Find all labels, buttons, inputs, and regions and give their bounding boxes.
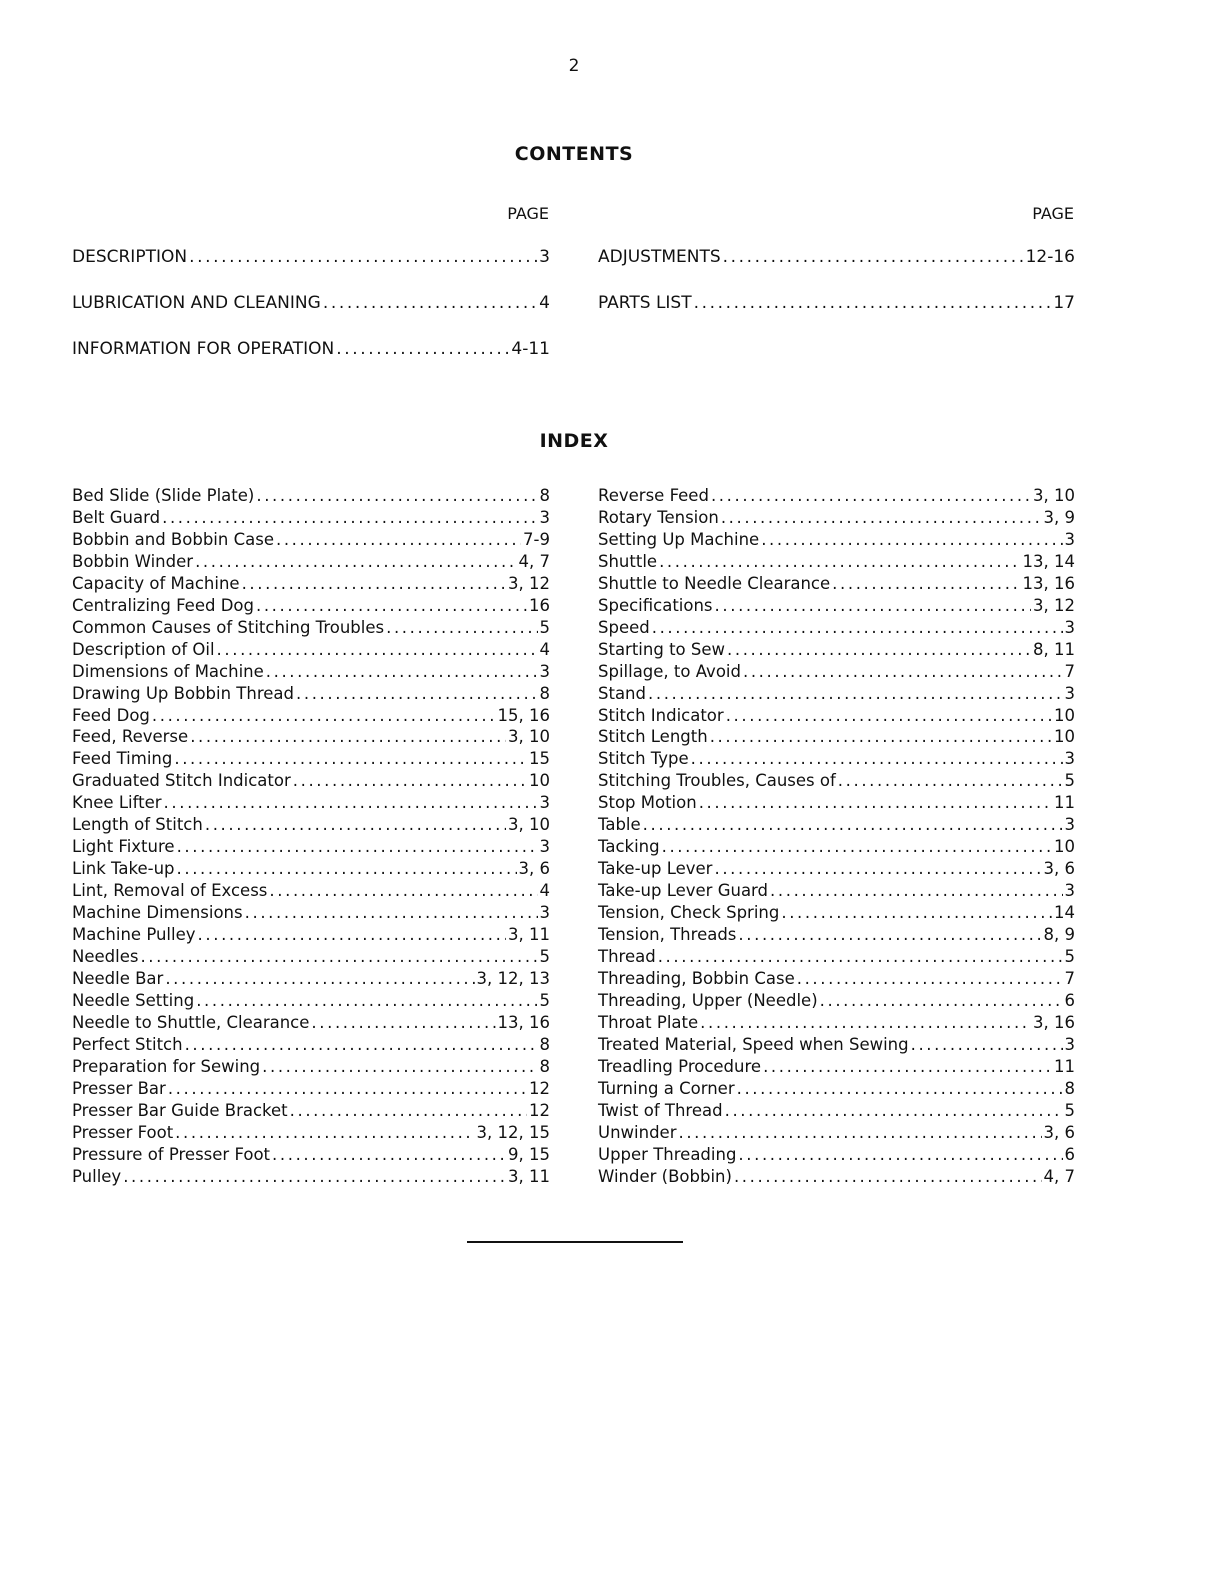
entry-page-number: 13, 16: [1022, 573, 1075, 593]
entry-label: Centralizing Feed Dog: [72, 595, 254, 615]
dot-leader: [262, 1057, 537, 1076]
contents-list-left: [72, 247, 550, 385]
entry-label: Shuttle: [598, 551, 658, 571]
entry-label: Stitching Troubles, Causes of: [598, 771, 836, 791]
entry-page-number: 3, 11: [508, 1166, 550, 1186]
dot-leader: [832, 574, 1020, 593]
index-entry: [72, 1123, 550, 1145]
dot-leader: [797, 969, 1063, 988]
entry-label: Winder (Bobbin): [598, 1166, 732, 1186]
entry-label: Specifications: [598, 595, 713, 615]
entry-page-number: 5: [539, 947, 550, 967]
index-entry: [72, 1057, 550, 1079]
index-entry: [72, 684, 550, 706]
contents-entry: [598, 247, 1075, 293]
entry-page-number: 3: [1064, 1034, 1075, 1054]
entry-label: Speed: [598, 617, 650, 637]
entry-page-number: 13, 14: [1022, 551, 1075, 571]
index-entry: [72, 508, 550, 530]
entry-label: Light Fixture: [72, 837, 175, 857]
entry-page-number: 5: [539, 617, 550, 637]
entry-page-number: 4, 7: [518, 551, 550, 571]
entry-label: Knee Lifter: [72, 793, 162, 813]
index-entry: [598, 486, 1075, 508]
dot-leader: [177, 837, 538, 856]
entry-page-number: 3: [1064, 529, 1075, 549]
dot-leader: [164, 793, 538, 812]
entry-label: Needles: [72, 947, 139, 967]
index-entry: [598, 596, 1075, 618]
index-entry: [72, 991, 550, 1013]
entry-page-number: 3, 6: [518, 859, 550, 879]
entry-page-number: 8: [539, 683, 550, 703]
index-entry: [598, 815, 1075, 837]
entry-page-number: 3, 12, 15: [476, 1122, 550, 1142]
dot-leader: [189, 247, 537, 267]
entry-label: Presser Bar: [72, 1078, 166, 1098]
index-entry: [598, 969, 1075, 991]
entry-label: Feed Dog: [72, 705, 150, 725]
entry-page-number: 13, 16: [497, 1012, 550, 1032]
contents-entry: [72, 293, 550, 339]
entry-label: Tension, Threads: [598, 925, 737, 945]
entry-page-number: 15, 16: [497, 705, 550, 725]
entry-page-number: 3, 10: [508, 727, 550, 747]
dot-leader: [678, 1123, 1041, 1142]
dot-leader: [123, 1167, 506, 1186]
dot-leader: [336, 339, 509, 359]
entry-label: Bobbin Winder: [72, 551, 194, 571]
index-entry: [72, 1035, 550, 1057]
index-entry: [72, 749, 550, 771]
index-entry: [72, 947, 550, 969]
entry-page-number: 3: [539, 903, 550, 923]
entry-page-number: 12: [529, 1078, 550, 1098]
dot-leader: [140, 947, 537, 966]
dot-leader: [256, 486, 537, 505]
dot-leader: [652, 618, 1063, 637]
index-entry: [598, 530, 1075, 552]
entry-page-number: 6: [1064, 990, 1075, 1010]
entry-page-number: 3, 16: [1033, 1012, 1075, 1032]
entry-label: Common Causes of Stitching Troubles: [72, 617, 385, 637]
entry-page-number: 4: [539, 881, 550, 901]
entry-label: Table: [598, 815, 641, 835]
entry-label: Treadling Procedure: [598, 1056, 762, 1076]
index-entry: [598, 991, 1075, 1013]
dot-leader: [290, 1101, 527, 1120]
entry-page-number: 3, 12, 13: [476, 968, 550, 988]
entry-page-number: 3, 12: [1033, 595, 1075, 615]
dot-leader: [820, 991, 1063, 1010]
index-entry: [72, 793, 550, 815]
entry-page-number: 3, 10: [508, 815, 550, 835]
index-entry: [598, 618, 1075, 640]
entry-page-number: 17: [1053, 293, 1075, 313]
contents-page-label-left: PAGE: [507, 204, 549, 223]
dot-leader: [734, 1167, 1042, 1186]
dot-leader: [691, 749, 1063, 768]
entry-label: Pulley: [72, 1166, 122, 1186]
entry-label: Length of Stitch: [72, 815, 203, 835]
index-entry: [72, 552, 550, 574]
dot-leader: [726, 706, 1052, 725]
entry-page-number: 3: [1064, 617, 1075, 637]
index-entry: [598, 881, 1075, 903]
dot-leader: [177, 859, 517, 878]
entry-page-number: 12: [529, 1100, 550, 1120]
entry-page-number: 7: [1064, 968, 1075, 988]
dot-leader: [714, 859, 1041, 878]
index-entry: [72, 1167, 550, 1189]
dot-leader: [198, 925, 506, 944]
dot-leader: [763, 1057, 1052, 1076]
entry-label: Throat Plate: [598, 1012, 699, 1032]
entry-label: Take-up Lever Guard: [598, 881, 769, 901]
entry-label: Thread: [598, 947, 656, 967]
page-number: 2: [568, 56, 580, 76]
entry-page-number: 3: [539, 793, 550, 813]
dot-leader: [296, 684, 538, 703]
entry-label: Needle to Shuttle, Clearance: [72, 1012, 310, 1032]
index-list-left: [72, 486, 550, 1189]
index-entry: [72, 969, 550, 991]
entry-page-number: 3: [1064, 683, 1075, 703]
dot-leader: [781, 903, 1052, 922]
dot-leader: [205, 815, 506, 834]
dot-leader: [165, 969, 474, 988]
dot-leader: [168, 1079, 527, 1098]
index-entry: [598, 1123, 1075, 1145]
entry-page-number: 3, 9: [1043, 507, 1075, 527]
contents-heading: CONTENTS: [514, 143, 634, 165]
entry-page-number: 10: [529, 771, 550, 791]
entry-page-number: 5: [1064, 1100, 1075, 1120]
entry-page-number: 8: [539, 486, 550, 505]
index-entry: [72, 640, 550, 662]
index-entry: [72, 486, 550, 508]
entry-label: Machine Dimensions: [72, 903, 243, 923]
index-entry: [598, 1101, 1075, 1123]
dot-leader: [725, 1101, 1063, 1120]
closing-rule: [467, 1241, 683, 1243]
entry-page-number: 9, 15: [508, 1144, 550, 1164]
index-entry: [598, 574, 1075, 596]
entry-page-number: 6: [1064, 1144, 1075, 1164]
dot-leader: [152, 706, 496, 725]
contents-entry: [72, 247, 550, 293]
dot-leader: [770, 881, 1062, 900]
entry-label: Link Take-up: [72, 859, 175, 879]
index-entry: [72, 881, 550, 903]
entry-label: Needle Setting: [72, 990, 195, 1010]
dot-leader: [217, 640, 538, 659]
entry-label: Tacking: [598, 837, 660, 857]
dot-leader: [266, 662, 538, 681]
entry-label: Rotary Tension: [598, 507, 719, 527]
entry-label: Turning a Corner: [598, 1078, 735, 1098]
index-entry: [72, 574, 550, 596]
dot-leader: [738, 925, 1041, 944]
entry-label: Setting Up Machine: [598, 529, 760, 549]
entry-label: Shuttle to Needle Clearance: [598, 573, 831, 593]
entry-label: PARTS LIST: [598, 293, 692, 313]
entry-page-number: 3: [1064, 749, 1075, 769]
dot-leader: [269, 881, 537, 900]
dot-leader: [242, 574, 506, 593]
dot-leader: [738, 1145, 1062, 1164]
entry-page-number: 8, 11: [1033, 639, 1075, 659]
entry-label: ADJUSTMENTS: [598, 247, 721, 267]
entry-page-number: 10: [1054, 837, 1075, 857]
dot-leader: [175, 1123, 474, 1142]
dot-leader: [659, 552, 1020, 571]
index-entry: [598, 1079, 1075, 1101]
index-heading: INDEX: [539, 430, 609, 452]
entry-page-number: 4-11: [511, 339, 550, 359]
entry-page-number: 3: [539, 837, 550, 857]
dot-leader: [727, 640, 1031, 659]
dot-leader: [643, 815, 1063, 834]
index-entry: [598, 1145, 1075, 1167]
entry-page-number: 8: [539, 1056, 550, 1076]
dot-leader: [838, 771, 1063, 790]
dot-leader: [761, 530, 1062, 549]
index-entry: [598, 1035, 1075, 1057]
dot-leader: [662, 837, 1052, 856]
dot-leader: [256, 596, 527, 615]
contents-entry: [72, 339, 550, 385]
entry-page-number: 5: [539, 990, 550, 1010]
index-entry: [598, 1167, 1075, 1189]
entry-label: INFORMATION FOR OPERATION: [72, 339, 335, 359]
index-entry: [72, 706, 550, 728]
dot-leader: [658, 947, 1063, 966]
entry-page-number: 3: [539, 507, 550, 527]
entry-page-number: 12-16: [1025, 247, 1075, 267]
entry-page-number: 8, 9: [1043, 925, 1075, 945]
index-entry: [598, 706, 1075, 728]
entry-page-number: 4, 7: [1043, 1166, 1075, 1186]
entry-label: Machine Pulley: [72, 925, 196, 945]
index-entry: [598, 793, 1075, 815]
index-entry: [72, 618, 550, 640]
index-entry: [598, 1013, 1075, 1035]
entry-label: Twist of Thread: [598, 1100, 723, 1120]
dot-leader: [276, 530, 521, 549]
contents-page-label-right: PAGE: [1032, 204, 1074, 223]
entry-label: Threading, Upper (Needle): [598, 990, 818, 1010]
entry-label: Stitch Length: [598, 727, 708, 747]
entry-label: Description of Oil: [72, 639, 215, 659]
entry-label: Stop Motion: [598, 793, 697, 813]
index-entry: [598, 947, 1075, 969]
dot-leader: [196, 991, 537, 1010]
entry-label: Upper Threading: [598, 1144, 737, 1164]
entry-label: Starting to Sew: [598, 639, 725, 659]
entry-label: Perfect Stitch: [72, 1034, 183, 1054]
index-entry: [72, 1145, 550, 1167]
dot-leader: [711, 486, 1031, 505]
entry-label: Unwinder: [598, 1122, 677, 1142]
index-entry: [72, 596, 550, 618]
entry-label: Presser Foot: [72, 1122, 174, 1142]
entry-page-number: 3, 12: [508, 573, 550, 593]
entry-page-number: 5: [1064, 771, 1075, 791]
dot-leader: [710, 727, 1052, 746]
entry-label: Graduated Stitch Indicator: [72, 771, 291, 791]
index-entry: [598, 859, 1075, 881]
index-entry: [598, 640, 1075, 662]
dot-leader: [715, 596, 1031, 615]
index-entry: [72, 837, 550, 859]
entry-page-number: 15: [529, 749, 550, 769]
index-entry: [72, 1101, 550, 1123]
index-entry: [72, 662, 550, 684]
entry-label: Drawing Up Bobbin Thread: [72, 683, 294, 703]
entry-page-number: 3: [539, 247, 550, 267]
index-entry: [598, 903, 1075, 925]
entry-page-number: 4: [539, 293, 550, 313]
entry-page-number: 16: [529, 595, 550, 615]
dot-leader: [190, 727, 506, 746]
entry-page-number: 10: [1054, 727, 1075, 747]
index-entry: [598, 727, 1075, 749]
index-entry: [72, 815, 550, 837]
dot-leader: [743, 662, 1063, 681]
dot-leader: [721, 508, 1042, 527]
index-entry: [598, 925, 1075, 947]
entry-label: Bed Slide (Slide Plate): [72, 486, 255, 505]
dot-leader: [737, 1079, 1063, 1098]
entry-page-number: 11: [1054, 793, 1075, 813]
entry-label: Bobbin and Bobbin Case: [72, 529, 274, 549]
entry-label: Treated Material, Speed when Sewing: [598, 1034, 909, 1054]
entry-page-number: 3, 11: [508, 925, 550, 945]
entry-label: Take-up Lever: [598, 859, 713, 879]
index-entry: [72, 727, 550, 749]
entry-label: Pressure of Presser Foot: [72, 1144, 271, 1164]
entry-page-number: 3, 6: [1043, 1122, 1075, 1142]
index-entry: [72, 859, 550, 881]
entry-label: Dimensions of Machine: [72, 661, 264, 681]
entry-page-number: 14: [1054, 903, 1075, 923]
entry-page-number: 8: [1064, 1078, 1075, 1098]
dot-leader: [185, 1035, 538, 1054]
entry-page-number: 7-9: [523, 529, 550, 549]
entry-label: Reverse Feed: [598, 486, 709, 505]
dot-leader: [700, 1013, 1031, 1032]
entry-label: Tension, Check Spring: [598, 903, 780, 923]
index-entry: [598, 749, 1075, 771]
dot-leader: [323, 293, 537, 313]
dot-leader: [293, 771, 527, 790]
dot-leader: [699, 793, 1052, 812]
entry-label: Presser Bar Guide Bracket: [72, 1100, 288, 1120]
entry-label: Stand: [598, 683, 646, 703]
entry-label: Spillage, to Avoid: [598, 661, 741, 681]
dot-leader: [694, 293, 1052, 313]
entry-label: LUBRICATION AND CLEANING: [72, 293, 321, 313]
index-entry: [72, 1079, 550, 1101]
entry-label: Capacity of Machine: [72, 573, 240, 593]
dot-leader: [386, 618, 537, 637]
index-entry: [72, 903, 550, 925]
index-entry: [598, 684, 1075, 706]
entry-page-number: 3: [1064, 881, 1075, 901]
entry-label: Lint, Removal of Excess: [72, 881, 268, 901]
entry-page-number: 3, 10: [1033, 486, 1075, 505]
entry-page-number: 3, 6: [1043, 859, 1075, 879]
entry-label: Needle Bar: [72, 968, 164, 988]
entry-label: Stitch Type: [598, 749, 689, 769]
dot-leader: [162, 508, 537, 527]
index-entry: [598, 771, 1075, 793]
index-entry: [72, 771, 550, 793]
entry-page-number: 11: [1054, 1056, 1075, 1076]
dot-leader: [245, 903, 538, 922]
index-entry: [72, 925, 550, 947]
contents-entry: [598, 293, 1075, 339]
index-entry: [72, 1013, 550, 1035]
dot-leader: [195, 552, 516, 571]
entry-label: Stitch Indicator: [598, 705, 724, 725]
index-entry: [598, 508, 1075, 530]
contents-list-right: [598, 247, 1075, 339]
entry-page-number: 4: [539, 639, 550, 659]
dot-leader: [648, 684, 1063, 703]
index-entry: [598, 837, 1075, 859]
entry-label: Feed Timing: [72, 749, 173, 769]
entry-page-number: 7: [1064, 661, 1075, 681]
entry-page-number: 3: [1064, 815, 1075, 835]
dot-leader: [311, 1013, 495, 1032]
entry-page-number: 5: [1064, 947, 1075, 967]
entry-label: DESCRIPTION: [72, 247, 188, 267]
entry-label: Threading, Bobbin Case: [598, 968, 795, 988]
index-entry: [598, 662, 1075, 684]
index-entry: [598, 1057, 1075, 1079]
index-entry: [72, 530, 550, 552]
dot-leader: [174, 749, 527, 768]
dot-leader: [272, 1145, 506, 1164]
entry-label: Feed, Reverse: [72, 727, 189, 747]
entry-page-number: 8: [539, 1034, 550, 1054]
entry-page-number: 10: [1054, 705, 1075, 725]
entry-label: Preparation for Sewing: [72, 1056, 261, 1076]
entry-page-number: 3: [539, 661, 550, 681]
index-entry: [598, 552, 1075, 574]
dot-leader: [723, 247, 1024, 267]
entry-label: Belt Guard: [72, 507, 161, 527]
dot-leader: [911, 1035, 1063, 1054]
index-list-right: [598, 486, 1075, 1189]
